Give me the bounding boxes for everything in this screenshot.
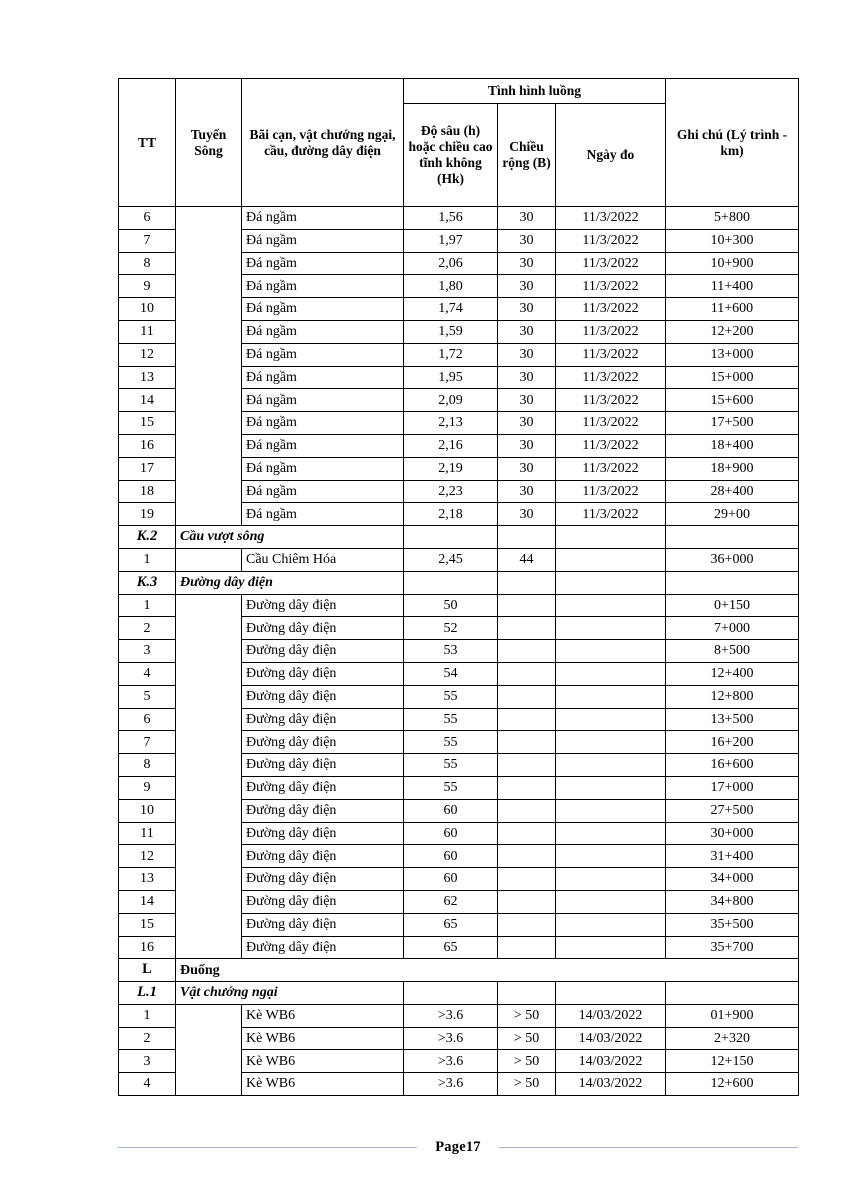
obstacle-name-cell: Kè WB6 — [242, 1073, 404, 1096]
page-footer — [118, 1139, 798, 1156]
row-number-cell: 18 — [119, 480, 176, 503]
row-number-cell: 13 — [119, 868, 176, 891]
table-row — [119, 1004, 799, 1027]
width-cell: 30 — [498, 207, 556, 230]
river-route-cell — [176, 1004, 242, 1095]
section-row — [119, 959, 799, 982]
depth-cell: 55 — [404, 708, 498, 731]
table-row — [119, 594, 799, 617]
width-cell: > 50 — [498, 1050, 556, 1073]
obstacle-name-cell: Đá ngầm — [242, 412, 404, 435]
row-number-cell: 7 — [119, 229, 176, 252]
note-cell: 12+600 — [666, 1073, 799, 1096]
header-note: Ghi chú (Lý trình - km) — [666, 79, 799, 207]
width-cell: 30 — [498, 457, 556, 480]
note-cell: 10+300 — [666, 229, 799, 252]
width-cell — [498, 594, 556, 617]
channel-conditions-table — [118, 78, 799, 1096]
row-number-cell: 9 — [119, 776, 176, 799]
note-cell: 34+800 — [666, 890, 799, 913]
obstacle-name-cell: Đá ngầm — [242, 298, 404, 321]
note-cell: 18+400 — [666, 434, 799, 457]
note-cell: 16+600 — [666, 754, 799, 777]
section-row — [119, 526, 799, 549]
note-cell: 13+000 — [666, 343, 799, 366]
note-cell: 0+150 — [666, 594, 799, 617]
depth-cell: >3.6 — [404, 1073, 498, 1096]
depth-cell: 1,80 — [404, 275, 498, 298]
width-cell — [498, 731, 556, 754]
obstacle-name-cell: Đá ngầm — [242, 275, 404, 298]
note-cell: 36+000 — [666, 548, 799, 571]
obstacle-name-cell: Cầu Chiêm Hóa — [242, 548, 404, 571]
date-cell: 11/3/2022 — [556, 480, 666, 503]
depth-cell — [404, 982, 498, 1005]
date-cell: 11/3/2022 — [556, 412, 666, 435]
date-cell — [556, 822, 666, 845]
obstacle-name-cell: Đường dây điện — [242, 799, 404, 822]
width-cell: 30 — [498, 389, 556, 412]
depth-cell: 1,72 — [404, 343, 498, 366]
depth-cell: 2,16 — [404, 434, 498, 457]
date-cell: 14/03/2022 — [556, 1027, 666, 1050]
note-cell: 12+400 — [666, 662, 799, 685]
date-cell — [556, 799, 666, 822]
obstacle-name-cell: Đường dây điện — [242, 868, 404, 891]
section-id-cell: K.3 — [119, 571, 176, 594]
row-number-cell: 1 — [119, 548, 176, 571]
date-cell: 11/3/2022 — [556, 503, 666, 526]
depth-cell: 2,18 — [404, 503, 498, 526]
depth-cell: 1,56 — [404, 207, 498, 230]
depth-cell: 60 — [404, 845, 498, 868]
width-cell — [498, 776, 556, 799]
obstacle-name-cell: Đường dây điện — [242, 845, 404, 868]
date-cell — [556, 548, 666, 571]
river-route-cell — [176, 594, 242, 959]
width-cell — [498, 685, 556, 708]
width-cell: 30 — [498, 320, 556, 343]
row-number-cell: 11 — [119, 320, 176, 343]
note-cell: 8+500 — [666, 640, 799, 663]
width-cell — [498, 799, 556, 822]
depth-cell: 54 — [404, 662, 498, 685]
row-number-cell: 12 — [119, 343, 176, 366]
width-cell: 30 — [498, 480, 556, 503]
obstacle-name-cell: Đường dây điện — [242, 708, 404, 731]
depth-cell: 2,23 — [404, 480, 498, 503]
width-cell: > 50 — [498, 1073, 556, 1096]
row-number-cell: 13 — [119, 366, 176, 389]
width-cell: 30 — [498, 503, 556, 526]
date-cell: 11/3/2022 — [556, 434, 666, 457]
obstacle-name-cell: Đường dây điện — [242, 913, 404, 936]
width-cell — [498, 982, 556, 1005]
date-cell — [556, 754, 666, 777]
depth-cell: 65 — [404, 936, 498, 959]
date-cell: 11/3/2022 — [556, 320, 666, 343]
depth-cell: 62 — [404, 890, 498, 913]
section-row — [119, 571, 799, 594]
depth-cell: 60 — [404, 799, 498, 822]
note-cell: 01+900 — [666, 1004, 799, 1027]
date-cell — [556, 890, 666, 913]
header-width: Chiều rộng (B) — [498, 104, 556, 207]
date-cell: 11/3/2022 — [556, 252, 666, 275]
row-number-cell: 16 — [119, 434, 176, 457]
date-cell — [556, 640, 666, 663]
footer-rule-right — [499, 1147, 798, 1149]
depth-cell: 2,06 — [404, 252, 498, 275]
width-cell: 30 — [498, 343, 556, 366]
date-cell — [556, 617, 666, 640]
date-cell: 11/3/2022 — [556, 457, 666, 480]
obstacle-name-cell: Kè WB6 — [242, 1050, 404, 1073]
note-cell: 12+150 — [666, 1050, 799, 1073]
note-cell — [666, 982, 799, 1005]
table-container — [118, 78, 799, 1096]
width-cell: > 50 — [498, 1027, 556, 1050]
depth-cell: 50 — [404, 594, 498, 617]
obstacle-name-cell: Kè WB6 — [242, 1004, 404, 1027]
date-cell: 11/3/2022 — [556, 389, 666, 412]
date-cell — [556, 936, 666, 959]
width-cell — [498, 868, 556, 891]
width-cell — [498, 822, 556, 845]
date-cell — [556, 708, 666, 731]
row-number-cell: 6 — [119, 708, 176, 731]
width-cell: > 50 — [498, 1004, 556, 1027]
date-cell: 11/3/2022 — [556, 343, 666, 366]
section-id-cell: K.2 — [119, 526, 176, 549]
depth-cell: 2,19 — [404, 457, 498, 480]
note-cell: 35+500 — [666, 913, 799, 936]
depth-cell: 1,74 — [404, 298, 498, 321]
header-channel-condition-group: Tình hình luồng — [404, 79, 666, 104]
row-number-cell: 4 — [119, 1073, 176, 1096]
note-cell — [666, 571, 799, 594]
obstacle-name-cell: Đường dây điện — [242, 640, 404, 663]
width-cell — [498, 890, 556, 913]
width-cell: 30 — [498, 434, 556, 457]
row-number-cell: 10 — [119, 298, 176, 321]
row-number-cell: 4 — [119, 662, 176, 685]
date-cell — [556, 685, 666, 708]
row-number-cell: 6 — [119, 207, 176, 230]
date-cell: 14/03/2022 — [556, 1050, 666, 1073]
obstacle-name-cell: Đá ngầm — [242, 366, 404, 389]
note-cell: 16+200 — [666, 731, 799, 754]
width-cell — [498, 640, 556, 663]
obstacle-name-cell: Đường dây điện — [242, 731, 404, 754]
section-id-cell: L — [119, 959, 176, 982]
note-cell: 18+900 — [666, 457, 799, 480]
page-number: Page17 — [435, 1139, 481, 1155]
note-cell: 11+400 — [666, 275, 799, 298]
date-cell — [556, 982, 666, 1005]
row-number-cell: 2 — [119, 617, 176, 640]
depth-cell: 2,09 — [404, 389, 498, 412]
depth-cell: 52 — [404, 617, 498, 640]
row-number-cell: 8 — [119, 252, 176, 275]
row-number-cell: 5 — [119, 685, 176, 708]
width-cell: 30 — [498, 252, 556, 275]
row-number-cell: 3 — [119, 1050, 176, 1073]
obstacle-name-cell: Đá ngầm — [242, 503, 404, 526]
note-cell: 13+500 — [666, 708, 799, 731]
depth-cell: 1,95 — [404, 366, 498, 389]
obstacle-name-cell: Đường dây điện — [242, 776, 404, 799]
obstacle-name-cell: Đá ngầm — [242, 229, 404, 252]
depth-cell: 2,45 — [404, 548, 498, 571]
footer-rule-left — [118, 1147, 417, 1149]
row-number-cell: 2 — [119, 1027, 176, 1050]
note-cell — [666, 526, 799, 549]
note-cell: 35+700 — [666, 936, 799, 959]
row-number-cell: 1 — [119, 1004, 176, 1027]
note-cell: 10+900 — [666, 252, 799, 275]
table-row — [119, 207, 799, 230]
width-cell — [498, 662, 556, 685]
section-title-cell: Đường dây điện — [176, 571, 404, 594]
header-tuyen-song: Tuyến Sông — [176, 79, 242, 207]
row-number-cell: 16 — [119, 936, 176, 959]
note-cell: 15+000 — [666, 366, 799, 389]
row-number-cell: 3 — [119, 640, 176, 663]
obstacle-name-cell: Đường dây điện — [242, 936, 404, 959]
depth-cell — [404, 571, 498, 594]
date-cell: 14/03/2022 — [556, 1004, 666, 1027]
obstacle-name-cell: Đá ngầm — [242, 434, 404, 457]
width-cell: 30 — [498, 298, 556, 321]
obstacle-name-cell: Đá ngầm — [242, 457, 404, 480]
note-cell: 17+000 — [666, 776, 799, 799]
depth-cell: 55 — [404, 776, 498, 799]
width-cell — [498, 845, 556, 868]
depth-cell: 1,59 — [404, 320, 498, 343]
date-cell — [556, 594, 666, 617]
row-number-cell: 12 — [119, 845, 176, 868]
width-cell — [498, 936, 556, 959]
obstacle-name-cell: Đá ngầm — [242, 207, 404, 230]
table-header — [119, 79, 799, 207]
date-cell — [556, 571, 666, 594]
depth-cell — [404, 526, 498, 549]
width-cell: 30 — [498, 229, 556, 252]
depth-cell: >3.6 — [404, 1027, 498, 1050]
header-date: Ngày đo — [556, 104, 666, 207]
date-cell — [556, 776, 666, 799]
header-depth: Độ sâu (h) hoặc chiều cao tĩnh không (Hk) — [404, 104, 498, 207]
date-cell: 11/3/2022 — [556, 275, 666, 298]
obstacle-name-cell: Đường dây điện — [242, 594, 404, 617]
obstacle-name-cell: Đường dây điện — [242, 617, 404, 640]
section-title-cell: Cầu vượt sông — [176, 526, 404, 549]
obstacle-name-cell: Đường dây điện — [242, 890, 404, 913]
date-cell: 14/03/2022 — [556, 1073, 666, 1096]
note-cell: 12+800 — [666, 685, 799, 708]
row-number-cell: 10 — [119, 799, 176, 822]
date-cell — [556, 731, 666, 754]
header-obstacle: Bãi cạn, vật chướng ngại, cầu, đường dây điện — [242, 79, 404, 207]
depth-cell: >3.6 — [404, 1050, 498, 1073]
depth-cell: 60 — [404, 868, 498, 891]
section-title-cell: Vật chướng ngại — [176, 982, 404, 1005]
note-cell: 27+500 — [666, 799, 799, 822]
row-number-cell: 19 — [119, 503, 176, 526]
note-cell: 17+500 — [666, 412, 799, 435]
depth-cell: 55 — [404, 685, 498, 708]
depth-cell: >3.6 — [404, 1004, 498, 1027]
width-cell — [498, 617, 556, 640]
note-cell: 11+600 — [666, 298, 799, 321]
section-id-cell: L.1 — [119, 982, 176, 1005]
width-cell: 30 — [498, 275, 556, 298]
obstacle-name-cell: Đá ngầm — [242, 389, 404, 412]
obstacle-name-cell: Đá ngầm — [242, 480, 404, 503]
depth-cell: 65 — [404, 913, 498, 936]
date-cell — [556, 913, 666, 936]
row-number-cell: 15 — [119, 412, 176, 435]
width-cell — [498, 754, 556, 777]
width-cell: 44 — [498, 548, 556, 571]
table-row — [119, 548, 799, 571]
date-cell: 11/3/2022 — [556, 366, 666, 389]
row-number-cell: 7 — [119, 731, 176, 754]
row-number-cell: 14 — [119, 389, 176, 412]
note-cell: 12+200 — [666, 320, 799, 343]
section-title-cell: Đuống — [176, 959, 799, 982]
depth-cell: 1,97 — [404, 229, 498, 252]
obstacle-name-cell: Đá ngầm — [242, 343, 404, 366]
river-route-cell — [176, 207, 242, 526]
obstacle-name-cell: Đá ngầm — [242, 320, 404, 343]
date-cell: 11/3/2022 — [556, 207, 666, 230]
date-cell: 11/3/2022 — [556, 298, 666, 321]
depth-cell: 55 — [404, 754, 498, 777]
note-cell: 31+400 — [666, 845, 799, 868]
row-number-cell: 9 — [119, 275, 176, 298]
row-number-cell: 17 — [119, 457, 176, 480]
date-cell — [556, 662, 666, 685]
obstacle-name-cell: Đường dây điện — [242, 754, 404, 777]
width-cell: 30 — [498, 412, 556, 435]
row-number-cell: 11 — [119, 822, 176, 845]
depth-cell: 55 — [404, 731, 498, 754]
row-number-cell: 14 — [119, 890, 176, 913]
table-body — [119, 207, 799, 1096]
depth-cell: 60 — [404, 822, 498, 845]
date-cell — [556, 868, 666, 891]
date-cell — [556, 526, 666, 549]
note-cell: 2+320 — [666, 1027, 799, 1050]
depth-cell: 53 — [404, 640, 498, 663]
width-cell — [498, 913, 556, 936]
obstacle-name-cell: Đường dây điện — [242, 685, 404, 708]
obstacle-name-cell: Đường dây điện — [242, 662, 404, 685]
width-cell — [498, 526, 556, 549]
section-row — [119, 982, 799, 1005]
note-cell: 28+400 — [666, 480, 799, 503]
header-row-group — [119, 79, 799, 104]
date-cell — [556, 845, 666, 868]
note-cell: 5+800 — [666, 207, 799, 230]
depth-cell: 2,13 — [404, 412, 498, 435]
note-cell: 29+00 — [666, 503, 799, 526]
note-cell: 15+600 — [666, 389, 799, 412]
width-cell — [498, 708, 556, 731]
note-cell: 34+000 — [666, 868, 799, 891]
river-route-cell — [176, 548, 242, 571]
width-cell: 30 — [498, 366, 556, 389]
note-cell: 7+000 — [666, 617, 799, 640]
row-number-cell: 8 — [119, 754, 176, 777]
obstacle-name-cell: Kè WB6 — [242, 1027, 404, 1050]
row-number-cell: 15 — [119, 913, 176, 936]
row-number-cell: 1 — [119, 594, 176, 617]
obstacle-name-cell: Đường dây điện — [242, 822, 404, 845]
width-cell — [498, 571, 556, 594]
note-cell: 30+000 — [666, 822, 799, 845]
obstacle-name-cell: Đá ngầm — [242, 252, 404, 275]
date-cell: 11/3/2022 — [556, 229, 666, 252]
header-tt: TT — [119, 79, 176, 207]
